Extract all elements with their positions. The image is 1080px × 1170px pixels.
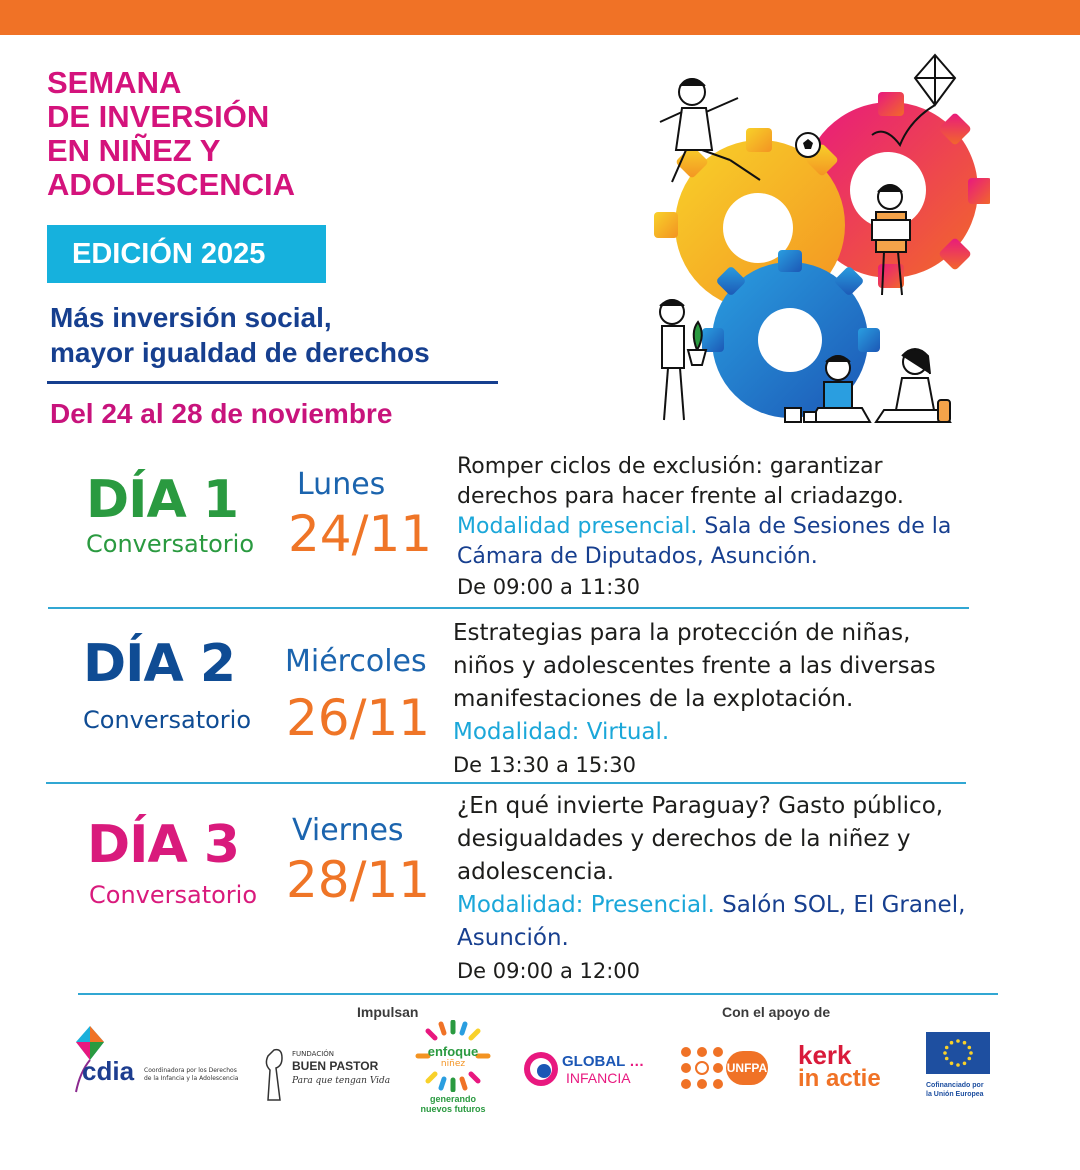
venue: Sala de Sesiones de la	[697, 514, 952, 539]
eu-caption	[926, 1081, 984, 1099]
venue-line: Asunción.	[457, 925, 569, 951]
title-line: DE INVERSIÓN	[47, 99, 270, 134]
desc-line: manifestaciones de la explotación.	[453, 686, 854, 712]
day-2-title: DÍA 2	[83, 634, 236, 694]
slogan-line-2: mayor igualdad de derechos	[50, 337, 430, 368]
footer-separator	[78, 993, 998, 995]
day-3-date: 28/11	[286, 851, 431, 909]
shepherd-icon	[262, 1046, 290, 1102]
desc-line: Estrategias para la protección de niñas,	[453, 620, 911, 646]
edition-badge: EDICIÓN 2025	[47, 225, 326, 283]
day-3-title: DÍA 3	[87, 815, 240, 875]
separator	[48, 607, 969, 609]
cdia-subtitle	[144, 1067, 238, 1083]
desc-line: Romper ciclos de exclusión: garantizar	[457, 454, 883, 479]
title-line: ADOLESCENCIA	[47, 167, 296, 202]
top-orange-bar	[0, 0, 1080, 35]
unfpa-text: UNFPA	[726, 1051, 768, 1085]
slogan	[50, 300, 430, 370]
enfoque-line-3: generando	[429, 1094, 476, 1104]
day-2-description	[453, 617, 936, 782]
globe-icon	[522, 1050, 560, 1088]
separator	[46, 782, 966, 784]
blue-gear	[702, 250, 880, 418]
kerk-line-2: in actie	[798, 1065, 881, 1092]
enfoque-line-4: nuevos futuros	[420, 1104, 486, 1114]
day-1-weekday: Lunes	[297, 467, 386, 502]
time-range: De 09:00 a 11:30	[457, 575, 641, 599]
enfoque-line-2: niñez	[440, 1059, 466, 1069]
global-line-1	[562, 1053, 644, 1070]
desc-line: niños y adolescentes frente a las diversas	[453, 653, 936, 679]
day-1-title: DÍA 1	[86, 470, 239, 530]
impulsan-label: Impulsan	[357, 1004, 419, 1020]
sitting-girl	[876, 349, 950, 422]
day-2-type: Conversatorio	[83, 706, 252, 734]
venue-line: Cámara de Diputados, Asunción.	[457, 544, 818, 569]
day-1-date: 24/11	[288, 505, 433, 563]
enfoque-ninez-logo	[414, 1020, 494, 1115]
global-infancia-logo	[522, 1050, 682, 1090]
eu-line-1: Cofinanciado por	[926, 1082, 984, 1089]
time-range: De 09:00 a 12:00	[457, 959, 641, 983]
day-3-weekday: Viernes	[292, 813, 404, 848]
modality-line	[457, 512, 951, 542]
modality: Modalidad: Virtual.	[453, 719, 670, 745]
title-line: SEMANA	[47, 65, 182, 100]
desc-line: desigualdades y derechos de la niñez y	[457, 826, 911, 852]
global-dots: …	[629, 1053, 645, 1070]
kerk-line-1: kerk	[798, 1040, 852, 1070]
slogan-underline	[47, 381, 498, 384]
slogan-line-1: Más inversión social,	[50, 302, 332, 333]
day-3-description	[457, 790, 965, 988]
gears-children-illustration	[650, 50, 990, 440]
eu-line-2: la Unión Europea	[926, 1091, 984, 1098]
bp-line-2: BUEN PASTOR	[292, 1059, 379, 1073]
cdia-name: cdia	[82, 1056, 135, 1086]
global-line-2: INFANCIA	[566, 1070, 631, 1086]
desc-line: derechos para hacer frente al criadazgo.	[457, 484, 904, 509]
day-1-type: Conversatorio	[86, 530, 255, 558]
unfpa-dots-icon	[678, 1045, 726, 1091]
desc-line: ¿En qué invierte Paraguay? Gasto público,	[457, 793, 944, 819]
ball-icon	[796, 133, 820, 157]
day-2-date: 26/11	[286, 689, 431, 747]
day-3-type: Conversatorio	[89, 881, 258, 909]
unfpa-logo	[678, 1045, 778, 1093]
event-title	[47, 66, 295, 202]
time-range: De 13:30 a 15:30	[453, 753, 637, 777]
modality-line	[457, 889, 965, 922]
modality: Modalidad: Presencial.	[457, 892, 715, 918]
global-text: GLOBAL	[562, 1053, 626, 1070]
buen-pastor-logo	[262, 1046, 392, 1104]
kerk-in-actie-logo	[798, 1042, 898, 1094]
day-2-weekday: Miércoles	[285, 644, 427, 679]
desc-line: adolescencia.	[457, 859, 615, 885]
bp-line-3: Para que tengan Vida	[292, 1076, 391, 1086]
modality: Modalidad presencial.	[457, 514, 698, 539]
eu-logo	[926, 1032, 996, 1102]
title-line: EN NIÑEZ Y	[47, 133, 221, 168]
apoyo-label: Con el apoyo de	[722, 1004, 831, 1020]
enfoque-line-1: enfoque	[427, 1044, 479, 1059]
cdia-subtitle-1: Coordinadora por los Derechos	[144, 1067, 237, 1074]
eu-flag-icon	[926, 1032, 990, 1076]
event-dates: Del 24 al 28 de noviembre	[50, 398, 393, 429]
enfoque-tagline	[414, 1094, 492, 1114]
boy-with-plant	[660, 300, 706, 420]
bp-line-1: FUNDACIÓN	[292, 1050, 335, 1058]
cdia-subtitle-2: de la Infancia y la Adolescencia	[144, 1075, 239, 1082]
day-1-description	[457, 452, 951, 602]
venue: Salón SOL, El Granel,	[714, 892, 966, 918]
cdia-logo	[66, 1024, 239, 1098]
